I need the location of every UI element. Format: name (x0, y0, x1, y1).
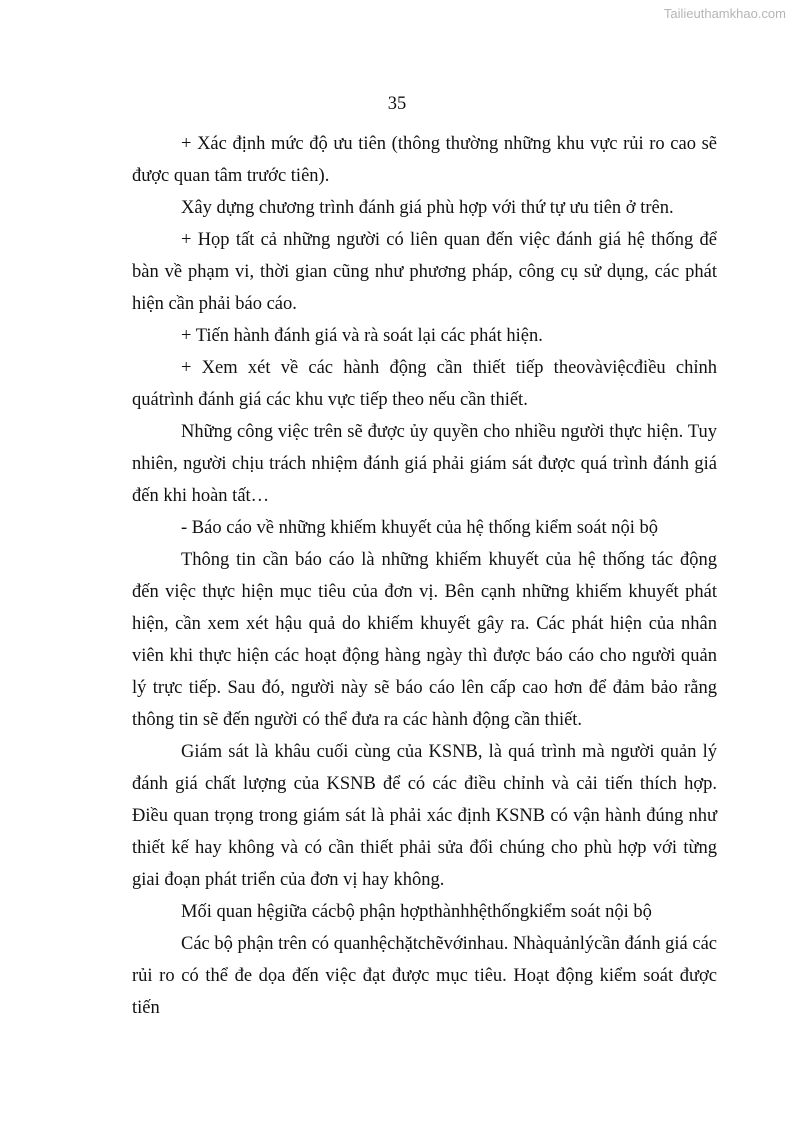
paragraph-meeting: + Họp tất cả những người có liên quan đến việc đánh giá hệ thống để bàn về phạm vi, thời gian cũng như phương pháp, công cụ sử dụng, các phát hiện cần phải báo cáo. (132, 230, 717, 314)
paragraph-review: + Xem xét về các hành động cần thiết tiếp theovàviệcđiều chỉnh quátrình đánh giá các khu vực tiếp theo nếu cần thiết. (132, 358, 717, 410)
paragraph-report-info: Thông tin cần báo cáo là những khiếm khuyết của hệ thống tác động đến việc thực hiện mục tiêu của đơn vị. Bên cạnh những khiếm khuyết phát hiện, cần xem xét hậu quả do khiếm khuyết gây ra. Các phát hiện của nhân viên khi thực hiện các hoạt động hàng ngày thì được báo cáo cho người quản lý trực tiếp. Sau đó, người này sẽ báo cáo lên cấp cao hơn để đảm bảo rằng thông tin sẽ đến người có thể đưa ra các hành động cần thiết. (132, 550, 717, 730)
watermark: Tailieuthamkhao.com (663, 6, 786, 21)
paragraph-delegation: Những công việc trên sẽ được ủy quyền cho nhiều người thực hiện. Tuy nhiên, người chịu trách nhiệm đánh giá phải giám sát được quá trình đánh giá đến khi hoàn tất… (132, 422, 717, 506)
paragraph-relationship: Các bộ phận trên có quanhệchặtchẽvớinhau. Nhàquảnlýcần đánh giá các rủi ro có thể đe dọa đến việc đạt được mục tiêu. Hoạt động kiểm soát được tiến (132, 934, 717, 1018)
paragraph-relationship-heading: Mối quan hệgiữa cácbộ phận hợpthànhhệthốngkiểm soát nội bộ (181, 902, 652, 922)
paragraph-report-heading: - Báo cáo về những khiếm khuyết của hệ thống kiểm soát nội bộ (181, 518, 659, 538)
document-body (132, 128, 717, 1024)
paragraph-priority: + Xác định mức độ ưu tiên (thông thường những khu vực rủi ro cao sẽ được quan tâm trước tiên). (132, 134, 717, 186)
paragraph-assessment: + Tiến hành đánh giá và rà soát lại các phát hiện. (181, 326, 543, 346)
paragraph-monitoring: Giám sát là khâu cuối cùng của KSNB, là quá trình mà người quản lý đánh giá chất lượng của KSNB để có các điều chỉnh và cải tiến thích hợp. Điều quan trọng trong giám sát là phải xác định KSNB có vận hành đúng như thiết kế hay không và có cần thiết phải sửa đổi chúng cho phù hợp với từng giai đoạn phát triển của đơn vị hay không. (132, 742, 717, 890)
paragraph-program: Xây dựng chương trình đánh giá phù hợp với thứ tự ưu tiên ở trên. (181, 198, 674, 218)
page-number: 35 (387, 94, 407, 114)
